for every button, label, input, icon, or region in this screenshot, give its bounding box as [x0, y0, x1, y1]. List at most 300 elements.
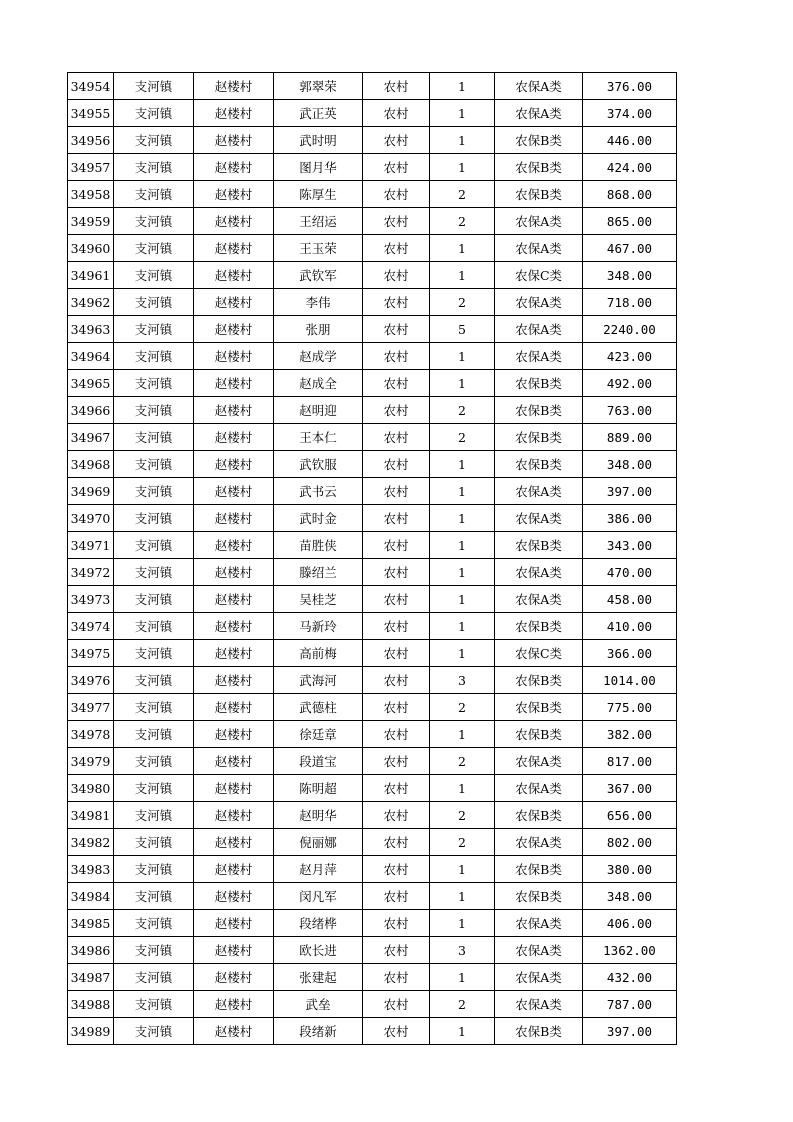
name-cell: 高前梅 [274, 640, 363, 667]
area-type-cell: 农村 [363, 289, 430, 316]
amount-cell: 343.00 [583, 532, 677, 559]
record-id-cell: 34972 [68, 559, 114, 586]
record-id-cell: 34967 [68, 424, 114, 451]
category-cell: 农保A类 [495, 775, 583, 802]
amount-cell: 348.00 [583, 883, 677, 910]
village-cell: 赵楼村 [194, 505, 274, 532]
amount-cell: 492.00 [583, 370, 677, 397]
village-cell: 赵楼村 [194, 262, 274, 289]
household-size-cell: 1 [430, 100, 495, 127]
household-size-cell: 1 [430, 1018, 495, 1045]
table-row [68, 181, 677, 208]
category-cell: 农保A类 [495, 343, 583, 370]
household-size-cell: 1 [430, 613, 495, 640]
household-size-cell: 1 [430, 370, 495, 397]
amount-cell: 775.00 [583, 694, 677, 721]
name-cell: 张朋 [274, 316, 363, 343]
record-id-cell: 34961 [68, 262, 114, 289]
record-id-cell: 34963 [68, 316, 114, 343]
table-row [68, 748, 677, 775]
amount-cell: 386.00 [583, 505, 677, 532]
household-size-cell: 1 [430, 910, 495, 937]
village-cell: 赵楼村 [194, 613, 274, 640]
town-cell: 支河镇 [114, 559, 194, 586]
village-cell: 赵楼村 [194, 343, 274, 370]
category-cell: 农保A类 [495, 748, 583, 775]
area-type-cell: 农村 [363, 127, 430, 154]
amount-cell: 348.00 [583, 262, 677, 289]
name-cell: 武书云 [274, 478, 363, 505]
town-cell: 支河镇 [114, 883, 194, 910]
town-cell: 支河镇 [114, 289, 194, 316]
amount-cell: 467.00 [583, 235, 677, 262]
name-cell: 吴桂芝 [274, 586, 363, 613]
record-id-cell: 34971 [68, 532, 114, 559]
record-id-cell: 34956 [68, 127, 114, 154]
record-id-cell: 34975 [68, 640, 114, 667]
town-cell: 支河镇 [114, 802, 194, 829]
household-size-cell: 1 [430, 883, 495, 910]
name-cell: 段道宝 [274, 748, 363, 775]
household-size-cell: 1 [430, 532, 495, 559]
category-cell: 农保A类 [495, 937, 583, 964]
table-row [68, 937, 677, 964]
amount-cell: 1362.00 [583, 937, 677, 964]
record-id-cell: 34982 [68, 829, 114, 856]
category-cell: 农保B类 [495, 856, 583, 883]
town-cell: 支河镇 [114, 1018, 194, 1045]
category-cell: 农保A类 [495, 964, 583, 991]
village-cell: 赵楼村 [194, 532, 274, 559]
table-row [68, 100, 677, 127]
name-cell: 闵凡军 [274, 883, 363, 910]
amount-cell: 348.00 [583, 451, 677, 478]
name-cell: 陈厚生 [274, 181, 363, 208]
household-size-cell: 2 [430, 802, 495, 829]
town-cell: 支河镇 [114, 937, 194, 964]
area-type-cell: 农村 [363, 181, 430, 208]
area-type-cell: 农村 [363, 667, 430, 694]
household-size-cell: 1 [430, 721, 495, 748]
amount-cell: 374.00 [583, 100, 677, 127]
record-id-cell: 34979 [68, 748, 114, 775]
name-cell: 陈明超 [274, 775, 363, 802]
record-id-cell: 34968 [68, 451, 114, 478]
area-type-cell: 农村 [363, 73, 430, 100]
table-row [68, 721, 677, 748]
name-cell: 赵月萍 [274, 856, 363, 883]
village-cell: 赵楼村 [194, 478, 274, 505]
record-id-cell: 34988 [68, 991, 114, 1018]
area-type-cell: 农村 [363, 748, 430, 775]
category-cell: 农保A类 [495, 910, 583, 937]
name-cell: 武钦服 [274, 451, 363, 478]
table-row [68, 910, 677, 937]
record-id-cell: 34965 [68, 370, 114, 397]
area-type-cell: 农村 [363, 478, 430, 505]
category-cell: 农保A类 [495, 208, 583, 235]
record-id-cell: 34973 [68, 586, 114, 613]
record-id-cell: 34980 [68, 775, 114, 802]
village-cell: 赵楼村 [194, 964, 274, 991]
table-row [68, 829, 677, 856]
amount-cell: 1014.00 [583, 667, 677, 694]
amount-cell: 366.00 [583, 640, 677, 667]
area-type-cell: 农村 [363, 424, 430, 451]
amount-cell: 410.00 [583, 613, 677, 640]
amount-cell: 889.00 [583, 424, 677, 451]
name-cell: 张建起 [274, 964, 363, 991]
record-id-cell: 34959 [68, 208, 114, 235]
amount-cell: 446.00 [583, 127, 677, 154]
household-size-cell: 1 [430, 586, 495, 613]
category-cell: 农保A类 [495, 559, 583, 586]
record-id-cell: 34987 [68, 964, 114, 991]
table-row [68, 1018, 677, 1045]
village-cell: 赵楼村 [194, 73, 274, 100]
town-cell: 支河镇 [114, 505, 194, 532]
record-id-cell: 34984 [68, 883, 114, 910]
household-size-cell: 1 [430, 640, 495, 667]
area-type-cell: 农村 [363, 397, 430, 424]
village-cell: 赵楼村 [194, 667, 274, 694]
area-type-cell: 农村 [363, 802, 430, 829]
name-cell: 武海河 [274, 667, 363, 694]
amount-cell: 868.00 [583, 181, 677, 208]
table-row [68, 505, 677, 532]
household-size-cell: 1 [430, 73, 495, 100]
record-id-cell: 34955 [68, 100, 114, 127]
area-type-cell: 农村 [363, 343, 430, 370]
amount-cell: 718.00 [583, 289, 677, 316]
town-cell: 支河镇 [114, 694, 194, 721]
area-type-cell: 农村 [363, 316, 430, 343]
amount-cell: 432.00 [583, 964, 677, 991]
name-cell: 赵成学 [274, 343, 363, 370]
village-cell: 赵楼村 [194, 451, 274, 478]
household-size-cell: 1 [430, 478, 495, 505]
area-type-cell: 农村 [363, 613, 430, 640]
town-cell: 支河镇 [114, 73, 194, 100]
table-row [68, 613, 677, 640]
area-type-cell: 农村 [363, 1018, 430, 1045]
table-row [68, 802, 677, 829]
table-row [68, 586, 677, 613]
name-cell: 赵成全 [274, 370, 363, 397]
town-cell: 支河镇 [114, 829, 194, 856]
household-size-cell: 2 [430, 397, 495, 424]
name-cell: 赵明华 [274, 802, 363, 829]
household-size-cell: 1 [430, 451, 495, 478]
area-type-cell: 农村 [363, 262, 430, 289]
town-cell: 支河镇 [114, 154, 194, 181]
name-cell: 欧长进 [274, 937, 363, 964]
area-type-cell: 农村 [363, 640, 430, 667]
town-cell: 支河镇 [114, 397, 194, 424]
record-id-cell: 34974 [68, 613, 114, 640]
amount-cell: 802.00 [583, 829, 677, 856]
table-row [68, 532, 677, 559]
town-cell: 支河镇 [114, 991, 194, 1018]
name-cell: 图月华 [274, 154, 363, 181]
amount-cell: 367.00 [583, 775, 677, 802]
household-size-cell: 1 [430, 505, 495, 532]
category-cell: 农保B类 [495, 532, 583, 559]
category-cell: 农保A类 [495, 478, 583, 505]
name-cell: 赵明迎 [274, 397, 363, 424]
area-type-cell: 农村 [363, 991, 430, 1018]
area-type-cell: 农村 [363, 235, 430, 262]
town-cell: 支河镇 [114, 451, 194, 478]
name-cell: 武钦军 [274, 262, 363, 289]
name-cell: 马新玲 [274, 613, 363, 640]
category-cell: 农保A类 [495, 100, 583, 127]
record-id-cell: 34966 [68, 397, 114, 424]
amount-cell: 2240.00 [583, 316, 677, 343]
record-id-cell: 34978 [68, 721, 114, 748]
area-type-cell: 农村 [363, 910, 430, 937]
area-type-cell: 农村 [363, 451, 430, 478]
household-size-cell: 1 [430, 775, 495, 802]
table-row [68, 775, 677, 802]
household-size-cell: 1 [430, 559, 495, 586]
village-cell: 赵楼村 [194, 316, 274, 343]
village-cell: 赵楼村 [194, 775, 274, 802]
household-size-cell: 2 [430, 694, 495, 721]
table-row [68, 478, 677, 505]
village-cell: 赵楼村 [194, 1018, 274, 1045]
area-type-cell: 农村 [363, 937, 430, 964]
amount-cell: 865.00 [583, 208, 677, 235]
category-cell: 农保A类 [495, 586, 583, 613]
village-cell: 赵楼村 [194, 397, 274, 424]
category-cell: 农保B类 [495, 667, 583, 694]
record-id-cell: 34964 [68, 343, 114, 370]
record-id-cell: 34989 [68, 1018, 114, 1045]
town-cell: 支河镇 [114, 235, 194, 262]
area-type-cell: 农村 [363, 154, 430, 181]
category-cell: 农保A类 [495, 505, 583, 532]
records-table [67, 72, 677, 1045]
town-cell: 支河镇 [114, 775, 194, 802]
area-type-cell: 农村 [363, 532, 430, 559]
category-cell: 农保C类 [495, 262, 583, 289]
category-cell: 农保B类 [495, 397, 583, 424]
household-size-cell: 2 [430, 289, 495, 316]
village-cell: 赵楼村 [194, 694, 274, 721]
table-row [68, 235, 677, 262]
record-id-cell: 34957 [68, 154, 114, 181]
household-size-cell: 2 [430, 748, 495, 775]
area-type-cell: 农村 [363, 964, 430, 991]
record-id-cell: 34985 [68, 910, 114, 937]
area-type-cell: 农村 [363, 370, 430, 397]
table-row [68, 451, 677, 478]
table-row [68, 397, 677, 424]
category-cell: 农保B类 [495, 802, 583, 829]
household-size-cell: 1 [430, 856, 495, 883]
category-cell: 农保B类 [495, 181, 583, 208]
category-cell: 农保B类 [495, 694, 583, 721]
record-id-cell: 34962 [68, 289, 114, 316]
table-row [68, 262, 677, 289]
village-cell: 赵楼村 [194, 559, 274, 586]
area-type-cell: 农村 [363, 100, 430, 127]
name-cell: 王本仁 [274, 424, 363, 451]
amount-cell: 787.00 [583, 991, 677, 1018]
category-cell: 农保B类 [495, 127, 583, 154]
name-cell: 武时明 [274, 127, 363, 154]
town-cell: 支河镇 [114, 316, 194, 343]
category-cell: 农保A类 [495, 235, 583, 262]
record-id-cell: 34976 [68, 667, 114, 694]
town-cell: 支河镇 [114, 208, 194, 235]
record-id-cell: 34977 [68, 694, 114, 721]
household-size-cell: 3 [430, 937, 495, 964]
table-row [68, 640, 677, 667]
town-cell: 支河镇 [114, 910, 194, 937]
table-row [68, 316, 677, 343]
household-size-cell: 2 [430, 991, 495, 1018]
table-row [68, 856, 677, 883]
record-id-cell: 34981 [68, 802, 114, 829]
table-row [68, 289, 677, 316]
amount-cell: 817.00 [583, 748, 677, 775]
table-row [68, 370, 677, 397]
name-cell: 段绪新 [274, 1018, 363, 1045]
amount-cell: 424.00 [583, 154, 677, 181]
village-cell: 赵楼村 [194, 802, 274, 829]
amount-cell: 397.00 [583, 478, 677, 505]
town-cell: 支河镇 [114, 424, 194, 451]
town-cell: 支河镇 [114, 586, 194, 613]
record-id-cell: 34969 [68, 478, 114, 505]
name-cell: 李伟 [274, 289, 363, 316]
town-cell: 支河镇 [114, 856, 194, 883]
town-cell: 支河镇 [114, 181, 194, 208]
town-cell: 支河镇 [114, 667, 194, 694]
town-cell: 支河镇 [114, 478, 194, 505]
category-cell: 农保A类 [495, 73, 583, 100]
area-type-cell: 农村 [363, 883, 430, 910]
area-type-cell: 农村 [363, 694, 430, 721]
area-type-cell: 农村 [363, 208, 430, 235]
town-cell: 支河镇 [114, 640, 194, 667]
name-cell: 王玉荣 [274, 235, 363, 262]
household-size-cell: 1 [430, 127, 495, 154]
village-cell: 赵楼村 [194, 856, 274, 883]
amount-cell: 397.00 [583, 1018, 677, 1045]
household-size-cell: 2 [430, 424, 495, 451]
town-cell: 支河镇 [114, 532, 194, 559]
household-size-cell: 2 [430, 829, 495, 856]
town-cell: 支河镇 [114, 100, 194, 127]
household-size-cell: 1 [430, 964, 495, 991]
category-cell: 农保B类 [495, 883, 583, 910]
table-row [68, 559, 677, 586]
village-cell: 赵楼村 [194, 154, 274, 181]
village-cell: 赵楼村 [194, 370, 274, 397]
name-cell: 武正英 [274, 100, 363, 127]
town-cell: 支河镇 [114, 748, 194, 775]
name-cell: 徐廷章 [274, 721, 363, 748]
category-cell: 农保B类 [495, 1018, 583, 1045]
village-cell: 赵楼村 [194, 100, 274, 127]
amount-cell: 380.00 [583, 856, 677, 883]
category-cell: 农保B类 [495, 451, 583, 478]
village-cell: 赵楼村 [194, 208, 274, 235]
table-row [68, 127, 677, 154]
name-cell: 滕绍兰 [274, 559, 363, 586]
town-cell: 支河镇 [114, 964, 194, 991]
name-cell: 武德柱 [274, 694, 363, 721]
village-cell: 赵楼村 [194, 235, 274, 262]
area-type-cell: 农村 [363, 775, 430, 802]
area-type-cell: 农村 [363, 721, 430, 748]
village-cell: 赵楼村 [194, 910, 274, 937]
category-cell: 农保A类 [495, 829, 583, 856]
table-row [68, 73, 677, 100]
village-cell: 赵楼村 [194, 883, 274, 910]
amount-cell: 423.00 [583, 343, 677, 370]
village-cell: 赵楼村 [194, 937, 274, 964]
village-cell: 赵楼村 [194, 721, 274, 748]
area-type-cell: 农村 [363, 856, 430, 883]
name-cell: 王绍运 [274, 208, 363, 235]
household-size-cell: 3 [430, 667, 495, 694]
household-size-cell: 5 [430, 316, 495, 343]
name-cell: 郭翠荣 [274, 73, 363, 100]
category-cell: 农保B类 [495, 370, 583, 397]
village-cell: 赵楼村 [194, 424, 274, 451]
town-cell: 支河镇 [114, 127, 194, 154]
record-id-cell: 34986 [68, 937, 114, 964]
town-cell: 支河镇 [114, 262, 194, 289]
village-cell: 赵楼村 [194, 991, 274, 1018]
household-size-cell: 1 [430, 154, 495, 181]
village-cell: 赵楼村 [194, 289, 274, 316]
record-id-cell: 34960 [68, 235, 114, 262]
table-row [68, 964, 677, 991]
village-cell: 赵楼村 [194, 586, 274, 613]
category-cell: 农保A类 [495, 991, 583, 1018]
name-cell: 武时金 [274, 505, 363, 532]
amount-cell: 382.00 [583, 721, 677, 748]
village-cell: 赵楼村 [194, 127, 274, 154]
amount-cell: 406.00 [583, 910, 677, 937]
area-type-cell: 农村 [363, 586, 430, 613]
village-cell: 赵楼村 [194, 748, 274, 775]
category-cell: 农保B类 [495, 424, 583, 451]
record-id-cell: 34983 [68, 856, 114, 883]
town-cell: 支河镇 [114, 721, 194, 748]
household-size-cell: 2 [430, 181, 495, 208]
category-cell: 农保A类 [495, 289, 583, 316]
household-size-cell: 1 [430, 262, 495, 289]
household-size-cell: 1 [430, 343, 495, 370]
category-cell: 农保B类 [495, 613, 583, 640]
table-row [68, 208, 677, 235]
table-row [68, 154, 677, 181]
category-cell: 农保B类 [495, 154, 583, 181]
amount-cell: 763.00 [583, 397, 677, 424]
table-row [68, 694, 677, 721]
town-cell: 支河镇 [114, 370, 194, 397]
category-cell: 农保A类 [495, 316, 583, 343]
area-type-cell: 农村 [363, 829, 430, 856]
category-cell: 农保B类 [495, 721, 583, 748]
amount-cell: 656.00 [583, 802, 677, 829]
